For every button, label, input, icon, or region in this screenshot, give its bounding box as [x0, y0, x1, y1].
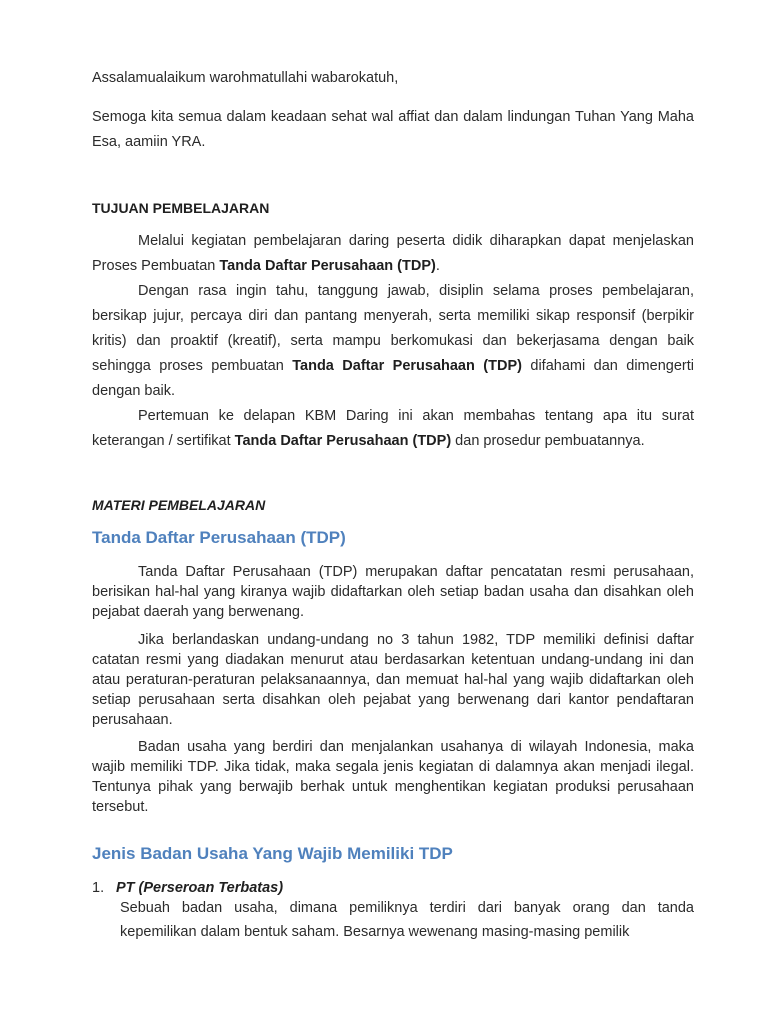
list-number: 1. [92, 880, 105, 896]
tujuan-paragraph-1 [92, 229, 694, 279]
tujuan-p1-text: Melalui kegiatan pembelajaran daring peserta didik diharapkan dapat menjelaskan Proses Pembuatan [92, 233, 694, 274]
jenis-title: Jenis Badan Usaha Yang Wajib Memiliki TDP [92, 844, 453, 863]
wish-paragraph: Semoga kita semua dalam keadaan sehat wal affiat dan dalam lindungan Tuhan Yang Maha Esa, aamiin YRA. [92, 109, 694, 150]
greeting: Assalamualaikum warohmatullahi wabarokatuh, [92, 70, 399, 86]
materi-paragraph-3: Badan usaha yang berdiri dan menjalankan usahanya di wilayah Indonesia, maka wajib memiliki TDP. Jika tidak, maka segala jenis kegiatan di dalamnya akan menjadi ilegal. Tentunya pihak yang berwajib berhak untuk menghentikan kegiatan produksi perusahaan tersebut. [92, 739, 694, 815]
tujuan-heading: TUJUAN PEMBELAJARAN [92, 200, 270, 216]
materi-heading: MATERI PEMBELAJARAN [92, 497, 266, 513]
tdp-term: Tanda Daftar Perusahaan (TDP) [219, 258, 436, 274]
tujuan-paragraph-3 [92, 404, 694, 454]
materi-paragraph-1: Tanda Daftar Perusahaan (TDP) merupakan daftar pencatatan resmi perusahaan, berisikan hal-hal yang kiranya wajib didaftarkan oleh setiap badan usaha dan disahkan oleh pejabat daerah yang berwenang. [92, 564, 694, 620]
materi-title: Tanda Daftar Perusahaan (TDP) [92, 528, 346, 547]
tujuan-p2-end: difahami dan dimengerti dengan baik. [92, 358, 694, 399]
list-item-title: PT (Perseroan Terbatas) [116, 880, 284, 896]
materi-paragraph-2: Jika berlandaskan undang-undang no 3 tahun 1982, TDP memiliki definisi daftar catatan resmi yang diadakan menurut atau berdasarkan ketentuan undang-undang ini dan atau peraturan-peraturan pelaksanaannya, dan memuat hal-hal yang wajib didaftarkan oleh setiap perusahaan serta disahkan oleh pejabat yang berwenang dari kantor pendaftaran perusahaan. [92, 632, 694, 728]
tujuan-p3-end: dan prosedur pembuatannya. [451, 433, 645, 449]
tujuan-p1-end: . [435, 258, 440, 274]
tdp-term: Tanda Daftar Perusahaan (TDP) [234, 433, 452, 449]
tujuan-paragraph-2 [92, 279, 694, 404]
tujuan-p2-text: Dengan rasa ingin tahu, tanggung jawab, disiplin selama proses pembelajaran, bersikap jujur, percaya diri dan pantang menyerah, serta memiliki sikap responsif (berpikir kritis) dan proaktif (kreatif), serta mampu berkomukasi dan bekerjasama dengan baik sehingga proses pembuatan [92, 283, 694, 374]
tdp-term: Tanda Daftar Perusahaan (TDP) [292, 358, 522, 374]
tujuan-p3-text: Pertemuan ke delapan KBM Daring ini akan membahas tentang apa itu surat keterangan / sertifikat [92, 408, 694, 449]
list-item-body: Sebuah badan usaha, dimana pemiliknya terdiri dari banyak orang dan tanda kepemilikan dalam bentuk saham. Besarnya wewenang masing-masing pemilik [120, 900, 694, 940]
